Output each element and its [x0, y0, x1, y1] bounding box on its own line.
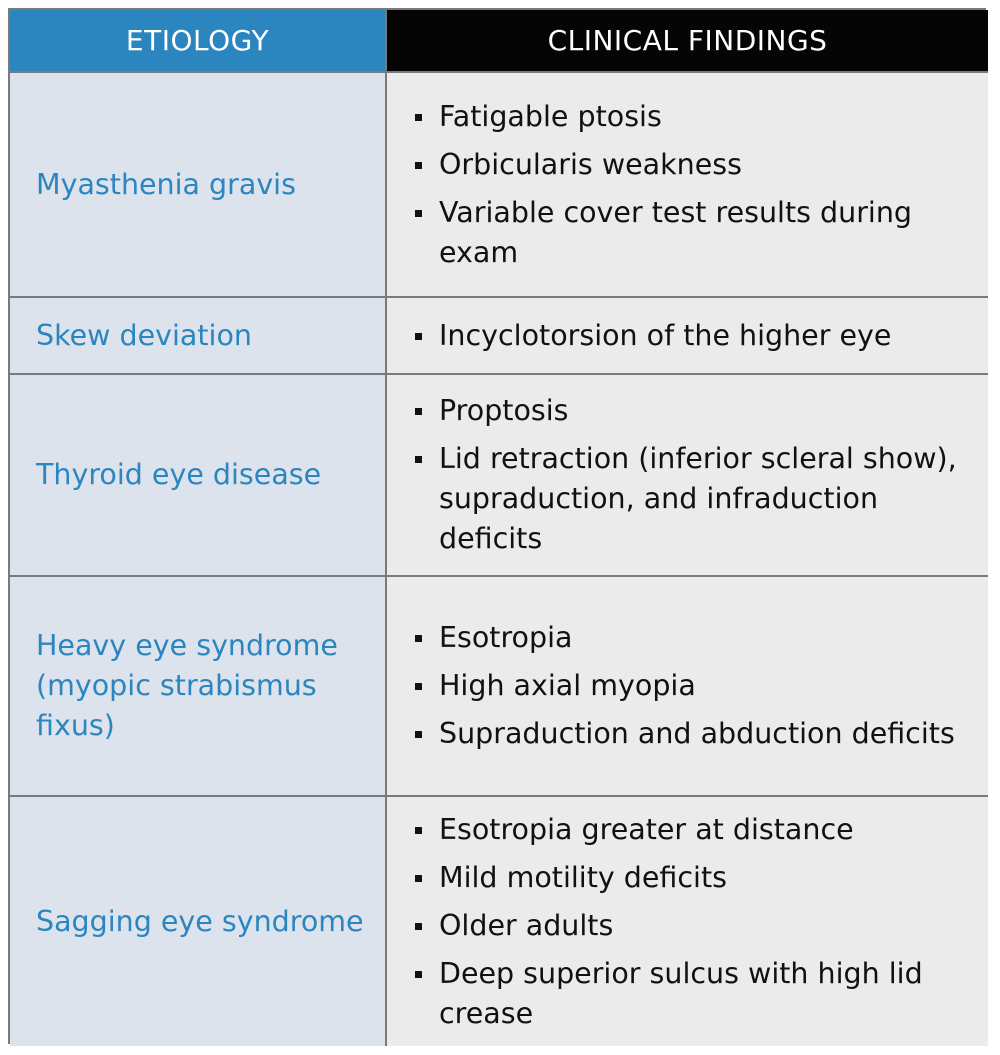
finding-item: [413, 810, 972, 850]
bullet-icon: [415, 731, 422, 738]
finding-text: Esotropia greater at distance: [439, 812, 854, 846]
finding-text: Supraduction and abduction deficits: [439, 717, 955, 750]
etiology-myasthenia-gravis: Myasthenia gravis: [36, 167, 296, 201]
finding-item: [413, 193, 972, 273]
bullet-icon: [415, 162, 422, 169]
finding-item: [413, 714, 955, 754]
findings-list: [413, 391, 972, 559]
finding-item: [413, 666, 955, 706]
finding-item: [413, 618, 955, 658]
finding-item: [413, 954, 972, 1034]
etiology-skew-deviation: Skew deviation: [36, 318, 252, 352]
finding-item: [413, 858, 972, 898]
etiology-header: ETIOLOGY: [10, 10, 387, 71]
bullet-icon: [415, 114, 422, 121]
finding-text: Esotropia: [439, 621, 573, 654]
bullet-icon: [415, 456, 422, 463]
bullet-icon: [415, 333, 422, 340]
bullet-icon: [415, 210, 422, 217]
findings-list: [413, 316, 891, 356]
etiology-cell: [10, 795, 387, 1046]
finding-text: Orbicularis weakness: [439, 147, 742, 181]
finding-text: High axial myopia: [439, 669, 696, 702]
bullet-icon: [415, 923, 422, 930]
finding-text: Mild motility deficits: [439, 860, 727, 894]
bullet-icon: [415, 635, 422, 642]
clinical-findings-header: CLINICAL FINDINGS: [387, 10, 988, 71]
bullet-icon: [415, 971, 422, 978]
finding-text: Incyclotorsion of the higher eye: [439, 318, 892, 352]
finding-text: Proptosis: [439, 394, 569, 427]
etiology-cell: [10, 373, 387, 575]
etiology-heavy-eye-syndrome: Heavy eye syndrome (myopic strabismus fixus): [36, 629, 338, 742]
findings-list: [413, 810, 972, 1034]
finding-text: Variable cover test results during exam: [439, 195, 913, 269]
findings-cell: [387, 373, 988, 575]
findings-list: [413, 97, 972, 273]
findings-cell: [387, 795, 988, 1046]
finding-text: Deep superior sulcus with high lid crease: [439, 956, 923, 1030]
etiology-sagging-eye-syndrome: Sagging eye syndrome: [36, 904, 364, 938]
etiology-cell: [10, 575, 387, 795]
finding-text: Older adults: [439, 908, 614, 942]
etiology-findings-table: [8, 8, 986, 1044]
etiology-thyroid-eye-disease: Thyroid eye disease: [36, 458, 322, 491]
findings-cell: [387, 575, 988, 795]
bullet-icon: [415, 875, 422, 882]
bullet-icon: [415, 408, 422, 415]
findings-cell: [387, 296, 988, 373]
findings-list: [413, 618, 955, 754]
findings-cell: [387, 71, 988, 296]
etiology-cell: [10, 71, 387, 296]
finding-item: [413, 906, 972, 946]
bullet-icon: [415, 683, 422, 690]
bullet-icon: [415, 827, 422, 834]
finding-item: [413, 391, 972, 431]
finding-item: [413, 145, 972, 185]
finding-text: Fatigable ptosis: [439, 99, 662, 133]
finding-item: [413, 439, 972, 559]
finding-item: [413, 316, 891, 356]
finding-item: [413, 97, 972, 137]
finding-text: Lid retraction (inferior scleral show), supraduction, and infraduction deficits: [439, 442, 957, 555]
etiology-cell: [10, 296, 387, 373]
